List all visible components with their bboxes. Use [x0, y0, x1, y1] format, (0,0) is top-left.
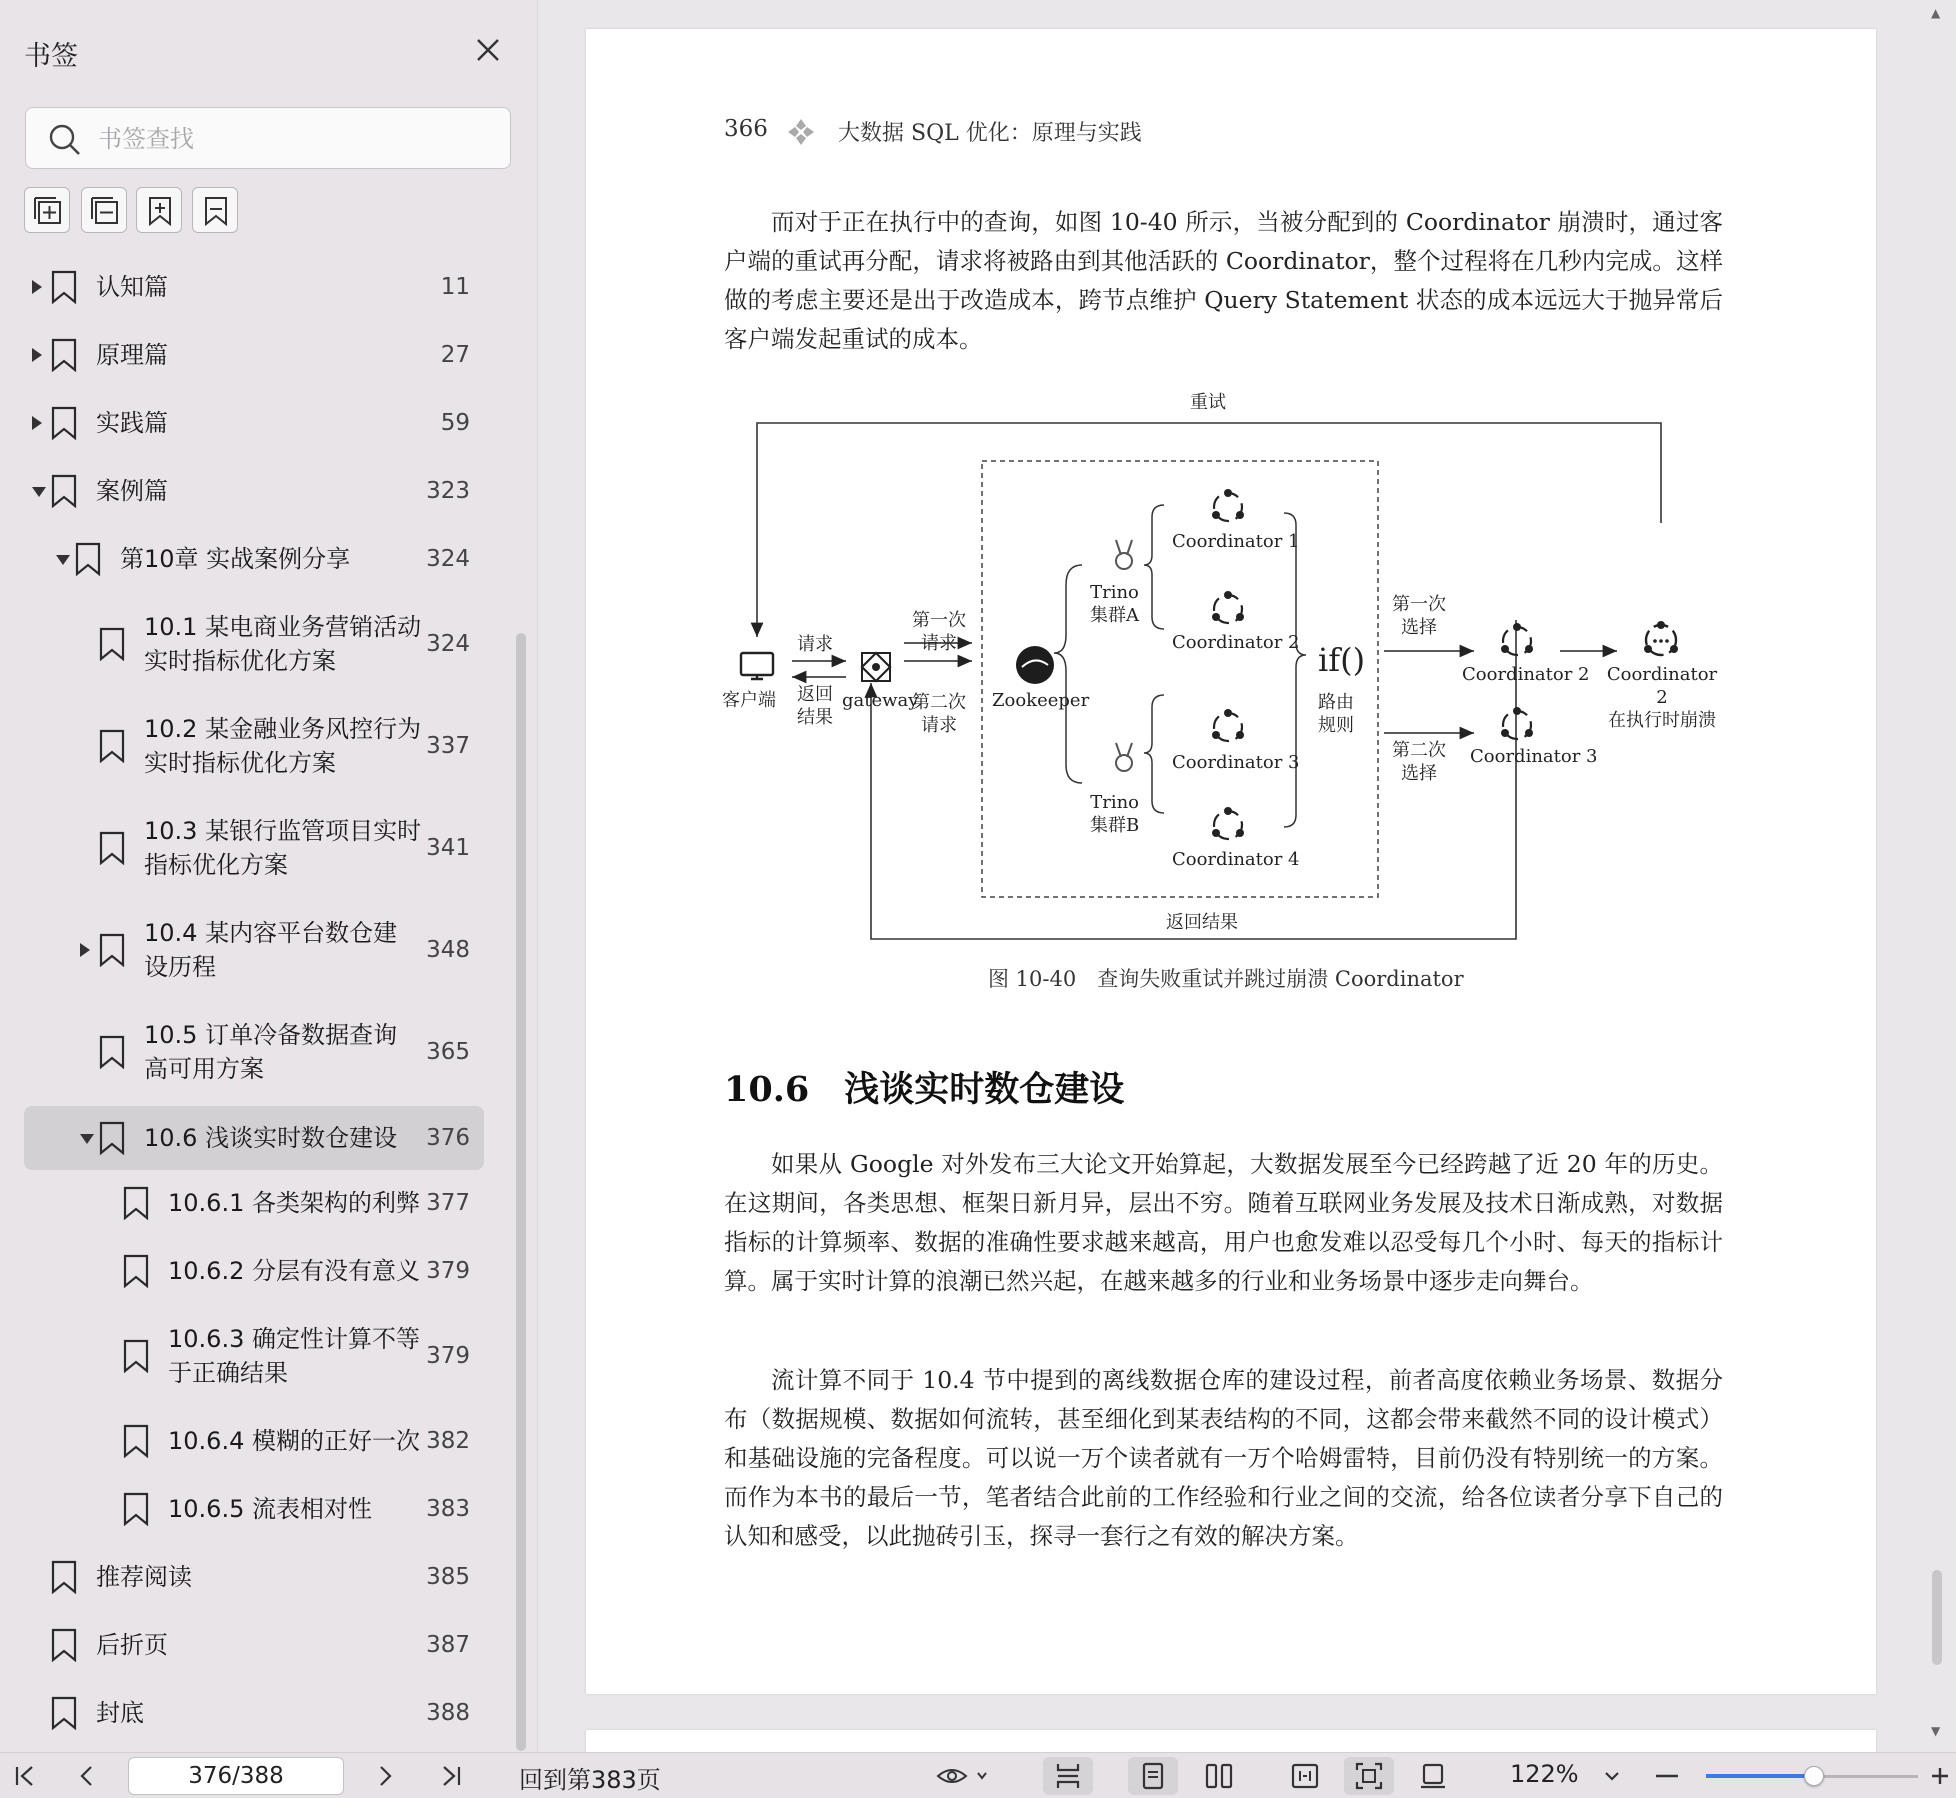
- out-coordinator-3-icon: [1501, 707, 1533, 739]
- section-heading: 10.6 浅谈实时数仓建设: [724, 1069, 1125, 1110]
- bookmark-label: 原理篇: [96, 341, 168, 369]
- label-return-result-bottom: 返回结果: [1166, 912, 1238, 933]
- bookmark-label: 案例篇: [96, 477, 168, 505]
- crashed-coordinator-icon: [1644, 621, 1678, 655]
- header-ornament-icon: [786, 117, 816, 147]
- bookmark-label: 10.4 某内容平台数仓建 设历程: [144, 919, 398, 981]
- add-bookmark-icon: [144, 195, 176, 227]
- fit-width-icon[interactable]: [1290, 1761, 1320, 1791]
- bookmark-item[interactable]: [24, 1480, 484, 1538]
- zoom-level[interactable]: 122%: [1510, 1760, 1579, 1788]
- bookmark-page-number: 379: [426, 1343, 470, 1369]
- expanded-arrow-icon[interactable]: [32, 487, 46, 497]
- bookmark-icon: [122, 1424, 150, 1458]
- collapsed-arrow-icon[interactable]: [32, 416, 42, 430]
- close-icon[interactable]: [472, 34, 504, 66]
- collapse-all-icon: [89, 195, 121, 227]
- bookmark-icon: [50, 1628, 78, 1662]
- two-page-icon[interactable]: [1204, 1761, 1234, 1791]
- search-icon: [48, 123, 82, 157]
- expanded-arrow-icon[interactable]: [80, 1134, 94, 1144]
- coordinator-4-icon: [1212, 807, 1244, 839]
- collapsed-arrow-icon[interactable]: [32, 280, 42, 294]
- collapsed-arrow-icon[interactable]: [32, 348, 42, 362]
- bookmark-page-number: 27: [440, 342, 470, 368]
- collapse-all-button[interactable]: [81, 187, 127, 233]
- bookmark-label: 推荐阅读: [96, 1563, 192, 1591]
- page-number: 366: [724, 116, 768, 142]
- coordinator-2-icon: [1212, 591, 1244, 623]
- next-document-page: [586, 1730, 1876, 1752]
- bookmark-icon: [50, 270, 78, 304]
- bookmark-item[interactable]: [24, 1242, 484, 1300]
- label-trino-b: Trino 集群B: [1090, 792, 1140, 836]
- bookmark-icon: [122, 1254, 150, 1288]
- bookmark-search-input[interactable]: [98, 120, 498, 158]
- label-zookeeper: Zookeeper: [992, 690, 1090, 711]
- zoom-out-icon[interactable]: [1652, 1761, 1682, 1791]
- bookmark-icon: [98, 1121, 126, 1155]
- sidebar-title: 书签: [24, 41, 78, 72]
- bookmark-label: 10.6.1 各类架构的利弊: [168, 1189, 420, 1217]
- figure-10-40-diagram: [724, 385, 1724, 945]
- out-coordinator-2-icon: [1501, 623, 1533, 655]
- bookmark-page-number: 388: [426, 1700, 470, 1726]
- bookmark-item[interactable]: [24, 906, 484, 994]
- bookmark-page-number: 365: [426, 1039, 470, 1065]
- bookmark-item[interactable]: [24, 1548, 484, 1606]
- bookmark-icon: [122, 1492, 150, 1526]
- bookmark-page-number: 11: [440, 274, 470, 300]
- label-second-request: 第二次 请求: [912, 692, 966, 736]
- bookmark-page-number: 341: [426, 835, 470, 861]
- bookmark-sidebar: [0, 0, 538, 1752]
- next-page-icon[interactable]: [370, 1761, 400, 1791]
- bookmark-icon: [122, 1339, 150, 1373]
- bookmark-label: 10.1 某电商业务营销活动 实时指标优化方案: [144, 613, 422, 675]
- bookmark-item[interactable]: [24, 702, 484, 790]
- label-routing-rule: 路由 规则: [1318, 692, 1354, 736]
- bookmark-label: 10.6.2 分层有没有意义: [168, 1257, 420, 1285]
- bookmark-label: 10.3 某银行监管项目实时 指标优化方案: [144, 817, 422, 879]
- fit-page-icon[interactable]: [1354, 1761, 1384, 1791]
- expand-all-icon: [32, 195, 64, 227]
- bookmark-item[interactable]: [24, 1412, 484, 1470]
- bookmark-page-number: 377: [426, 1190, 470, 1216]
- last-page-icon[interactable]: [436, 1761, 466, 1791]
- first-page-icon[interactable]: [10, 1761, 40, 1791]
- bookmark-icon: [122, 1186, 150, 1220]
- bookmark-item[interactable]: [24, 1008, 484, 1096]
- label-first-select: 第一次 选择: [1392, 594, 1446, 638]
- bookmark-label: 第10章 实战案例分享: [120, 545, 351, 573]
- bookmark-item[interactable]: [24, 530, 484, 588]
- page-number-input[interactable]: [128, 1757, 344, 1795]
- bottom-toolbar: [0, 1752, 1956, 1798]
- label-out-coordinator-2: Coordinator 2: [1462, 664, 1590, 685]
- continuous-scroll-icon[interactable]: [1053, 1761, 1083, 1791]
- previous-page-icon[interactable]: [72, 1761, 102, 1791]
- bookmark-item[interactable]: [24, 1174, 484, 1232]
- add-bookmark-button[interactable]: [136, 187, 182, 233]
- bookmark-item[interactable]: [24, 1616, 484, 1674]
- bookmark-label: 10.6 浅谈实时数仓建设: [144, 1124, 398, 1152]
- bookmark-icon: [50, 1560, 78, 1594]
- bookmark-item[interactable]: [24, 1106, 484, 1170]
- trino-b-icon: [1116, 743, 1132, 771]
- label-client: 客户端: [722, 690, 776, 711]
- bookmark-page-number: 324: [426, 631, 470, 657]
- bookmark-page-number: 385: [426, 1564, 470, 1590]
- scroll-up-arrow[interactable]: ▲: [1931, 6, 1941, 20]
- bookmark-page-number: 382: [426, 1428, 470, 1454]
- zoom-dropdown-chevron-icon[interactable]: [1600, 1761, 1624, 1791]
- bookmark-label: 10.5 订单冷备数据查询 高可用方案: [144, 1021, 398, 1083]
- zoom-slider-fill: [1706, 1774, 1814, 1778]
- bookmark-item[interactable]: [24, 326, 484, 384]
- bookmark-label: 认知篇: [96, 273, 168, 301]
- bookmark-icon: [50, 1696, 78, 1730]
- body-paragraph-2: 如果从 Google 对外发布三大论文开始算起，大数据发展至今已经跨越了近 20 年的历史。在这期间，各类思想、框架日新月异，层出不穷。随着互联网业务发展及技术日渐成熟，对数据指标的计算频率、数据的准确性要求越来越高，用户也愈发难以忍受每几个小时、每天的指标计算。属于实时计算的浪潮已然兴起，在越来越多的行业和业务场景中逐步走向舞台。: [724, 1150, 1723, 1295]
- label-crashed-coordinator: Coordinator 2 在执行时崩溃: [1606, 664, 1718, 731]
- figure-caption: 图 10-40 查询失败重试并跳过崩溃 Coordinator: [988, 967, 1464, 991]
- bookmark-item[interactable]: [24, 462, 484, 520]
- document-scrollbar[interactable]: [1932, 1570, 1942, 1665]
- bookmark-item[interactable]: [24, 394, 484, 452]
- label-second-select: 第二次 选择: [1392, 740, 1446, 784]
- bookmark-page-number: 337: [426, 733, 470, 759]
- bookmark-page-number: 376: [426, 1125, 470, 1151]
- bookmark-icon: [98, 729, 126, 763]
- collapsed-arrow-icon[interactable]: [80, 943, 90, 957]
- zookeeper-icon: [1016, 646, 1054, 684]
- bookmark-page-number: 324: [426, 546, 470, 572]
- bookmark-icon: [98, 831, 126, 865]
- bookmark-label: 后折页: [96, 1631, 168, 1659]
- bookmark-page-number: 348: [426, 937, 470, 963]
- zoom-slider-thumb[interactable]: [1804, 1766, 1824, 1786]
- scroll-down-arrow[interactable]: ▼: [1931, 1724, 1941, 1738]
- bookmark-icon: [74, 542, 102, 576]
- bookmark-label: 10.2 某金融业务风控行为 实时指标优化方案: [144, 715, 422, 777]
- bookmark-page-number: 383: [426, 1496, 470, 1522]
- bookmark-icon: [98, 627, 126, 661]
- trino-a-icon: [1116, 540, 1132, 569]
- label-out-coordinator-3: Coordinator 3: [1470, 746, 1598, 767]
- label-return-result-left: 返回 结果: [797, 684, 833, 728]
- label-coordinator-4: Coordinator 4: [1172, 849, 1300, 870]
- label-coordinator-3: Coordinator 3: [1172, 752, 1300, 773]
- label-first-request: 第一次 请求: [912, 610, 966, 654]
- coordinator-1-icon: [1212, 489, 1244, 521]
- bookmark-ribbon-icon: [200, 195, 232, 227]
- bookmark-label: 10.6.5 流表相对性: [168, 1495, 372, 1523]
- bookmark-page-number: 387: [426, 1632, 470, 1658]
- expanded-arrow-icon[interactable]: [56, 555, 70, 565]
- bookmark-page-number: 323: [426, 478, 470, 504]
- sidebar-scrollbar[interactable]: [516, 633, 526, 1751]
- label-request: 请求: [797, 634, 833, 655]
- client-monitor-icon: [741, 653, 773, 679]
- bookmark-page-number: 379: [426, 1258, 470, 1284]
- label-retry: 重试: [1190, 392, 1226, 413]
- body-paragraph-3: 流计算不同于 10.4 节中提到的离线数据仓库的建设过程，前者高度依赖业务场景、数据分布（数据规模、数据如何流转，甚至细化到某表结构的不同，这都会带来截然不同的设计模式）和基础设施的完备程度。可以说一万个读者就有一万个哈姆雷特，目前仍没有特别统一的方案。而作为本书的最后一节，笔者结合此前的工作经验和行业之间的交流，给各位读者分享下自己的认知和感受，以此抛砖引玉，探寻一套行之有效的解决方案。: [724, 1366, 1723, 1550]
- bookmark-icon: [50, 338, 78, 372]
- bookmark-item[interactable]: [24, 1684, 484, 1742]
- eye-view-icon[interactable]: [936, 1761, 992, 1791]
- bookmark-icon: [50, 474, 78, 508]
- bookmark-icon: [50, 406, 78, 440]
- single-page-icon[interactable]: [1138, 1761, 1168, 1791]
- bookmark-item[interactable]: [24, 258, 484, 316]
- bookmark-item[interactable]: [24, 1312, 484, 1400]
- bookmark-icon: [98, 1035, 126, 1069]
- bookmark-label: 封底: [96, 1699, 144, 1727]
- bookmark-search-box[interactable]: [25, 107, 511, 169]
- label-trino-a: Trino 集群A: [1090, 582, 1139, 626]
- coordinator-3-icon: [1212, 709, 1244, 741]
- bookmark-icon: [98, 933, 126, 967]
- bookmark-item[interactable]: [24, 600, 484, 688]
- body-paragraph-1: 而对于正在执行中的查询，如图 10-40 所示，当被分配到的 Coordinator 崩溃时，通过客户端的重试再分配，请求将被路由到其他活跃的 Coordinator，整个过程将在几秒内完成。这样做的考虑主要还是出于改造成本，跨节点维护 Query Statement 状态的成本远远大于抛异常后客户端发起重试的成本。: [724, 208, 1723, 353]
- label-coordinator-1: Coordinator 1: [1172, 531, 1300, 552]
- bookmark-ribbon-button[interactable]: [192, 187, 238, 233]
- running-header: 大数据 SQL 优化：原理与实践: [838, 121, 1142, 146]
- bookmark-label: 10.6.3 确定性计算不等 于正确结果: [168, 1325, 420, 1387]
- rotate-page-icon[interactable]: [1418, 1761, 1448, 1791]
- if-routing-icon: if(): [1318, 641, 1366, 679]
- label-coordinator-2: Coordinator 2: [1172, 632, 1300, 653]
- bookmark-page-number: 59: [440, 410, 470, 436]
- label-gateway: gateway: [842, 690, 919, 711]
- bookmark-item[interactable]: [24, 804, 484, 892]
- bookmark-label: 10.6.4 模糊的正好一次: [168, 1427, 420, 1455]
- go-to-page-link[interactable]: 回到第383页: [519, 1766, 661, 1794]
- bookmark-label: 实践篇: [96, 409, 168, 437]
- gateway-icon: [862, 653, 890, 681]
- expand-all-button[interactable]: [24, 187, 70, 233]
- zoom-in-icon[interactable]: [1928, 1761, 1952, 1791]
